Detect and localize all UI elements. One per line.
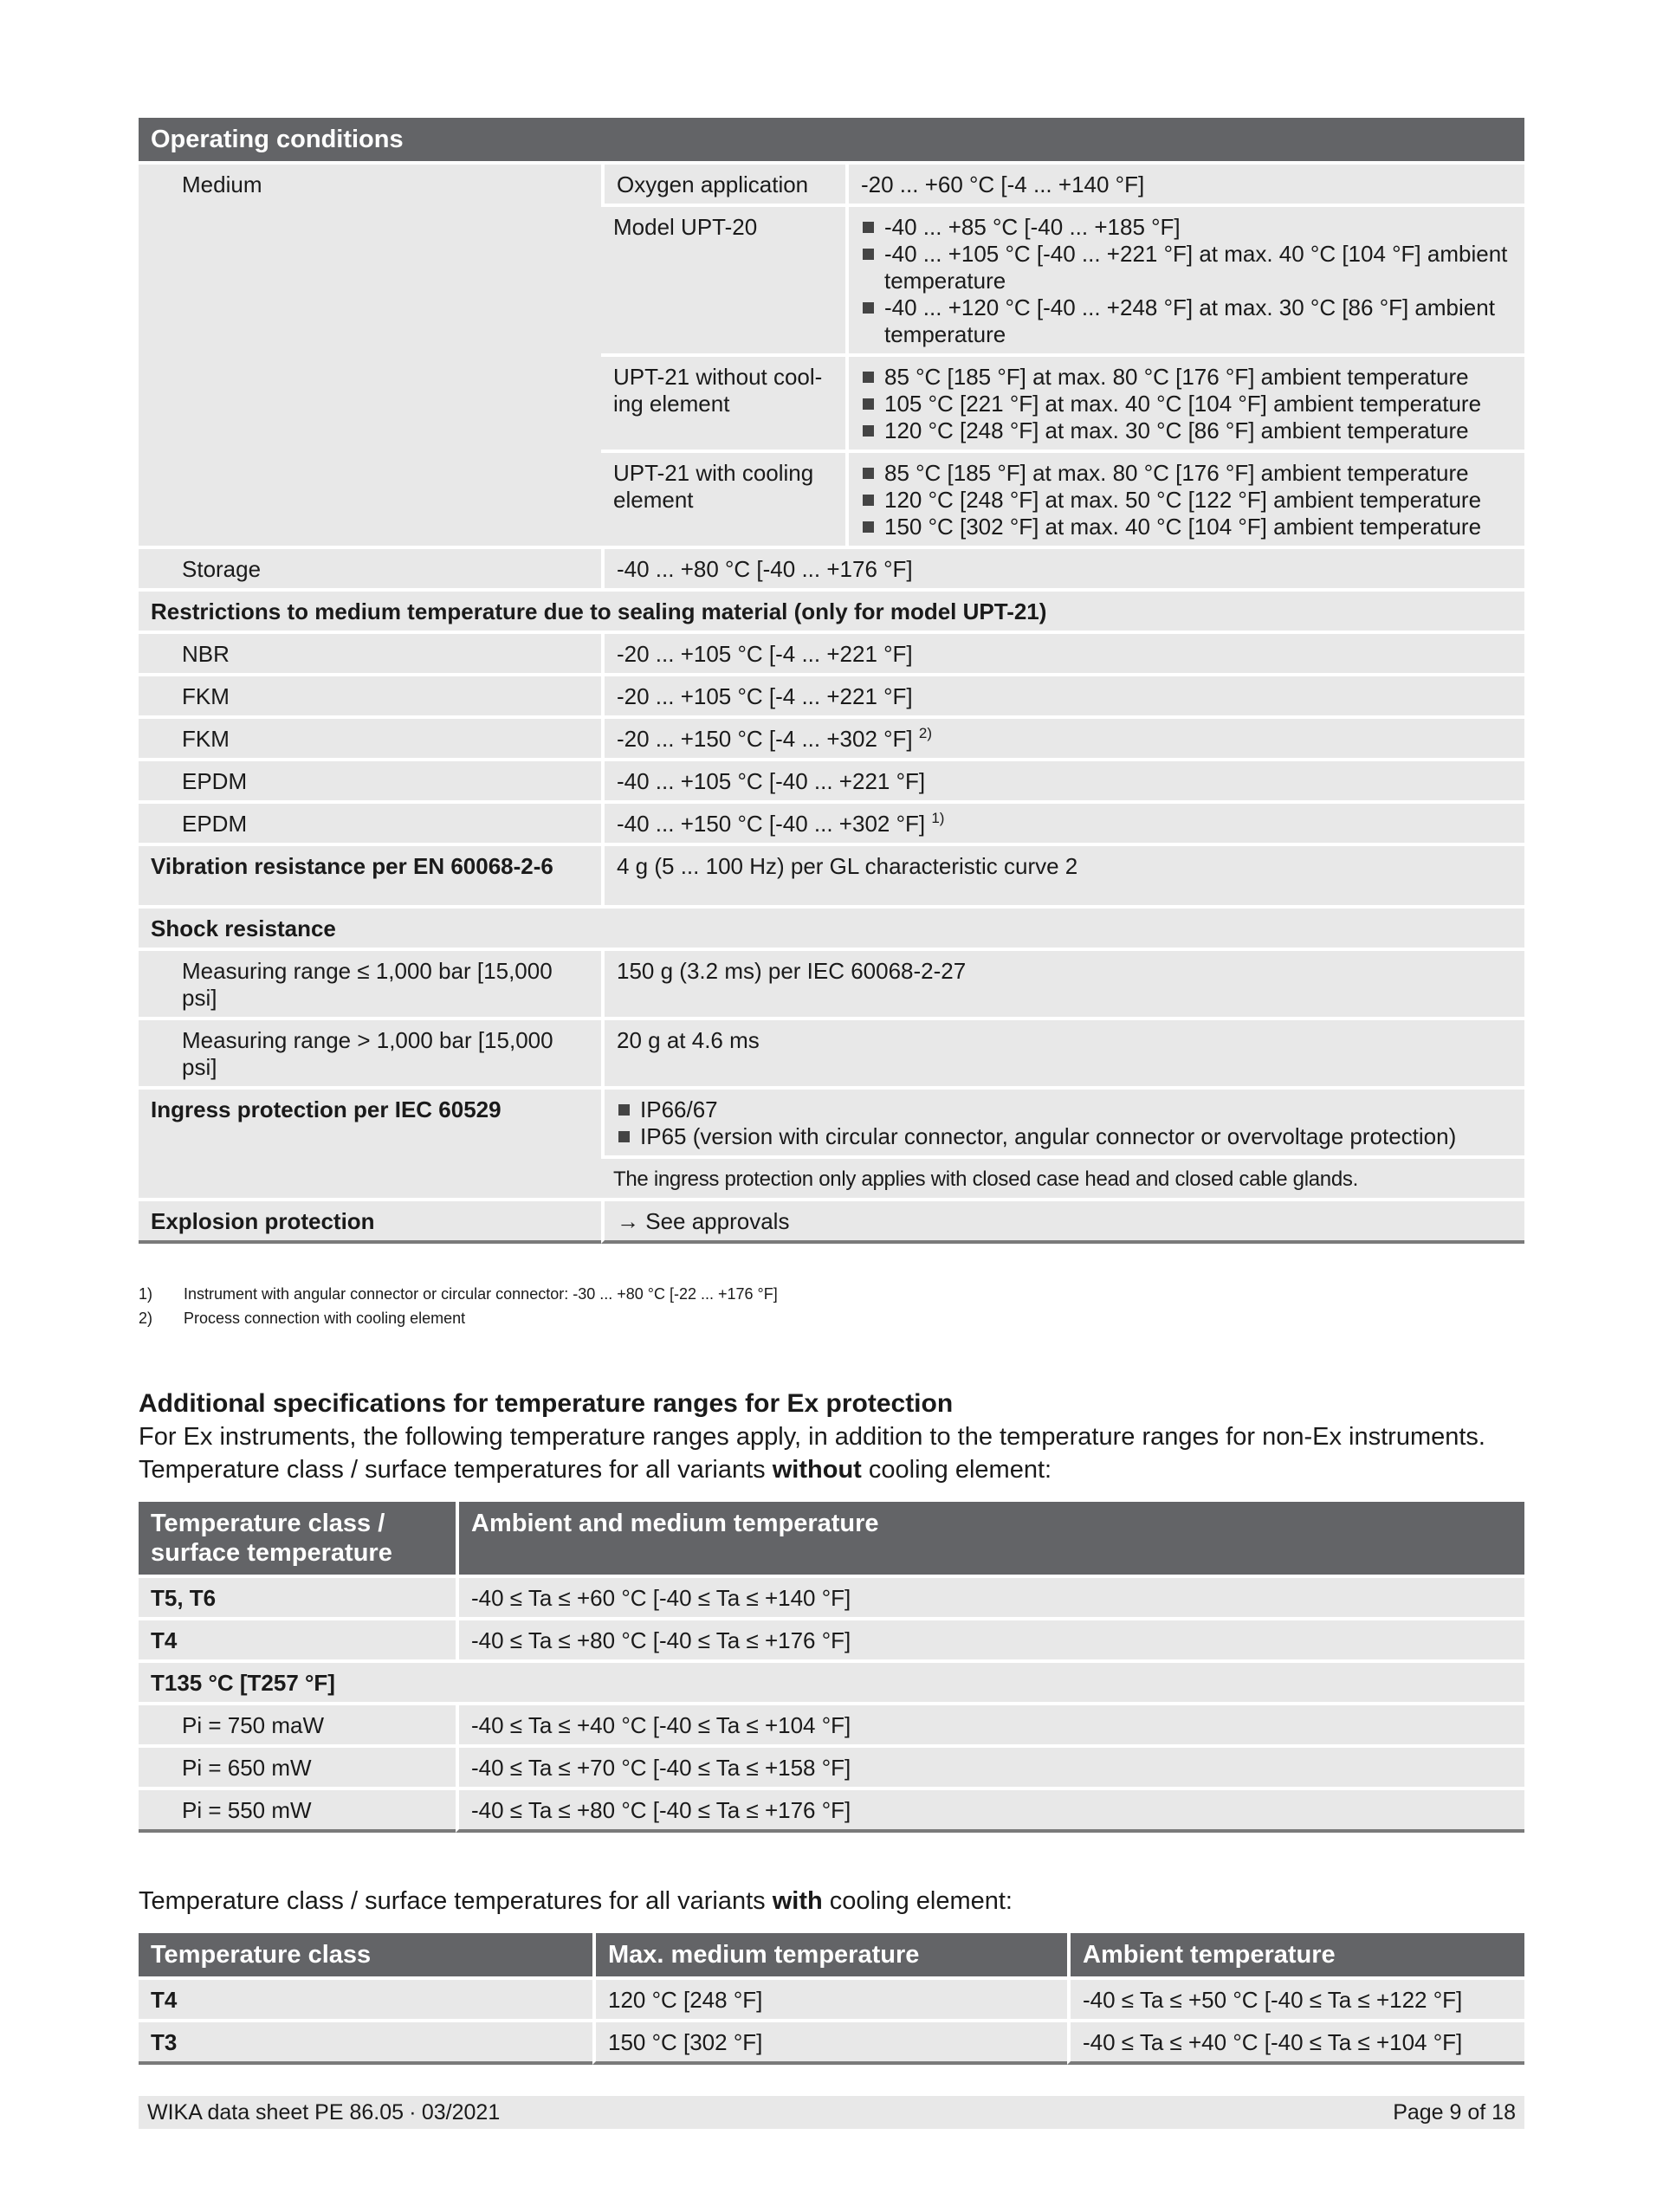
- table-row: [139, 592, 1524, 631]
- list-item: 85 °C [185 °F] at max. 80 °C [176 °F] ambient temperature: [861, 364, 1512, 391]
- table-row: [139, 846, 1524, 905]
- table-row: T5, T6 -40 ≤ Ta ≤ +60 °C [-40 ≤ Ta ≤ +140 °F]: [139, 1578, 1524, 1617]
- column-header: Temperature class: [139, 1933, 592, 1976]
- ingress-values: [601, 1090, 1524, 1155]
- explosion-value: → See approvals: [601, 1201, 1524, 1244]
- column-header: Ambient temperature: [1067, 1933, 1524, 1976]
- temperature-class-with-cooling-table: [139, 1930, 1524, 2068]
- temperature-class-without-cooling-table: [139, 1498, 1524, 1836]
- shock-range-label: Measuring range > 1,000 bar [15,000 psi]: [139, 1020, 601, 1086]
- footnote-ref: 2): [918, 725, 932, 741]
- footnotes: [139, 1282, 1524, 1330]
- table-row: T135 °C [T257 °F]: [139, 1663, 1524, 1702]
- shock-range-value: 20 g at 4.6 ms: [601, 1020, 1524, 1086]
- seal-name: FKM: [139, 719, 601, 758]
- table-row: [139, 1201, 1524, 1244]
- list-item: 105 °C [221 °F] at max. 40 °C [104 °F] ambient temperature: [861, 391, 1512, 417]
- footnote: 1) Instrument with angular connector or circular connector: -30 ... +80 °C [-22 ... +176 °F]: [139, 1285, 778, 1303]
- table-row: [139, 804, 1524, 843]
- footnote: 2) Process connection with cooling element: [139, 1310, 466, 1327]
- upt20-label: Model UPT-20: [601, 207, 845, 353]
- footer-document-id: WIKA data sheet PE 86.05 ∙ 03/2021: [147, 2100, 501, 2125]
- table-row: [139, 549, 1524, 588]
- seal-value: -20 ... +150 °C [-4 ... +302 °F] $^{2)}$: [601, 719, 1524, 758]
- column-header: Ambient and medium temperature: [456, 1502, 1524, 1575]
- table-header-row: [139, 118, 1524, 161]
- datasheet-page: [139, 118, 1524, 2068]
- list-item: IP66/67: [617, 1096, 1512, 1123]
- table-row: [139, 761, 1524, 800]
- table-row: T4 -40 ≤ Ta ≤ +80 °C [-40 ≤ Ta ≤ +176 °F]: [139, 1620, 1524, 1659]
- upt21-nocool-values: [845, 357, 1524, 450]
- list-item: -40 ... +120 °C [-40 ... +248 °F] at max. 30 °C [86 °F] ambient temperature: [861, 294, 1512, 348]
- footnote-ref: 1): [931, 810, 945, 826]
- seal-value: -40 ... +150 °C [-40 ... +302 °F] $^{1)}$: [601, 804, 1524, 843]
- table-row: [139, 951, 1524, 1017]
- seal-name: EPDM: [139, 804, 601, 843]
- seal-name: FKM: [139, 676, 601, 715]
- vibration-value: 4 g (5 ... 100 Hz) per GL characteristic curve 2: [601, 846, 1524, 905]
- storage-value: -40 ... +80 °C [-40 ... +176 °F]: [601, 549, 1524, 588]
- ingress-note: The ingress protection only applies with closed case head and closed cable glands.: [601, 1159, 1524, 1198]
- oxygen-label: Oxygen application: [601, 165, 845, 204]
- table-row: Pi = 550 mW -40 ≤ Ta ≤ +80 °C [-40 ≤ Ta ≤ +176 °F]: [139, 1790, 1524, 1833]
- ex-intro: For Ex instruments, the following temperature ranges apply, in addition to the temperature ranges for non-Ex instruments.: [139, 1423, 1485, 1451]
- vibration-label: Vibration resistance per EN 60068-2-6: [139, 846, 601, 905]
- table-row: [139, 1020, 1524, 1086]
- medium-label: Medium: [139, 165, 601, 546]
- table-row: [139, 165, 1524, 204]
- shock-range-label: Measuring range ≤ 1,000 bar [15,000 psi]: [139, 951, 601, 1017]
- table-row: T3 150 °C [302 °F] -40 ≤ Ta ≤ +40 °C [-40 ≤ Ta ≤ +104 °F]: [139, 2022, 1524, 2065]
- list-item: 85 °C [185 °F] at max. 80 °C [176 °F] ambient temperature: [861, 460, 1512, 487]
- upt21-nocool-label: UPT-21 without cool-ing element: [601, 357, 845, 450]
- page-footer: [139, 2096, 1524, 2129]
- seal-value: -20 ... +105 °C [-4 ... +221 °F]: [601, 676, 1524, 715]
- list-item: -40 ... +105 °C [-40 ... +221 °F] at max. 40 °C [104 °F] ambient temperature: [861, 241, 1512, 294]
- table-header-row: [139, 1502, 1524, 1575]
- list-item: -40 ... +85 °C [-40 ... +185 °F]: [861, 214, 1512, 241]
- list-item: 150 °C [302 °F] at max. 40 °C [104 °F] ambient temperature: [861, 514, 1512, 540]
- column-header: Max. medium temperature: [592, 1933, 1067, 1976]
- storage-label: Storage: [139, 549, 601, 588]
- with-cooling-caption: Temperature class / surface temperatures for all variants with cooling element:: [139, 1887, 1013, 1915]
- upt21-cool-values: [845, 453, 1524, 546]
- table-row: [139, 1090, 1524, 1155]
- seal-name: NBR: [139, 634, 601, 673]
- without-cooling-caption: Temperature class / surface temperatures for all variants without cooling element:: [139, 1456, 1052, 1484]
- ex-section-title: Additional specifications for temperature ranges for Ex protection: [139, 1389, 954, 1418]
- ingress-label: Ingress protection per IEC 60529: [139, 1090, 601, 1198]
- list-item: 120 °C [248 °F] at max. 50 °C [122 °F] ambient temperature: [861, 487, 1512, 514]
- explosion-label: Explosion protection: [139, 1201, 601, 1244]
- table-row: T4 120 °C [248 °F] -40 ≤ Ta ≤ +50 °C [-40 ≤ Ta ≤ +122 °F]: [139, 1980, 1524, 2019]
- table-row: [139, 909, 1524, 948]
- table-row: [139, 719, 1524, 758]
- upt20-values: [845, 207, 1524, 353]
- column-header: Temperature class / surface temperature: [139, 1502, 456, 1575]
- table-row: Pi = 650 mW -40 ≤ Ta ≤ +70 °C [-40 ≤ Ta ≤ +158 °F]: [139, 1748, 1524, 1787]
- table-row: Pi = 750 maW -40 ≤ Ta ≤ +40 °C [-40 ≤ Ta ≤ +104 °F]: [139, 1705, 1524, 1744]
- footer-page-number: Page 9 of 18: [1393, 2100, 1516, 2125]
- seal-value: -20 ... +105 °C [-4 ... +221 °F]: [601, 634, 1524, 673]
- oxygen-value: -20 ... +60 °C [-4 ... +140 °F]: [845, 165, 1524, 204]
- operating-conditions-title: Operating conditions: [139, 118, 1524, 161]
- table-row: [139, 676, 1524, 715]
- seal-name: EPDM: [139, 761, 601, 800]
- operating-conditions-table: [139, 114, 1524, 1247]
- restrictions-title: Restrictions to medium temperature due to sealing material (only for model UPT-21): [139, 592, 1524, 631]
- seal-value: -40 ... +105 °C [-40 ... +221 °F]: [601, 761, 1524, 800]
- list-item: IP65 (version with circular connector, angular connector or overvoltage protection): [617, 1123, 1512, 1150]
- shock-label: Shock resistance: [139, 909, 1524, 948]
- upt21-cool-label: UPT-21 with cooling element: [601, 453, 845, 546]
- table-header-row: [139, 1933, 1524, 1976]
- list-item: 120 °C [248 °F] at max. 30 °C [86 °F] ambient temperature: [861, 417, 1512, 444]
- table-row: [139, 634, 1524, 673]
- shock-range-value: 150 g (3.2 ms) per IEC 60068-2-27: [601, 951, 1524, 1017]
